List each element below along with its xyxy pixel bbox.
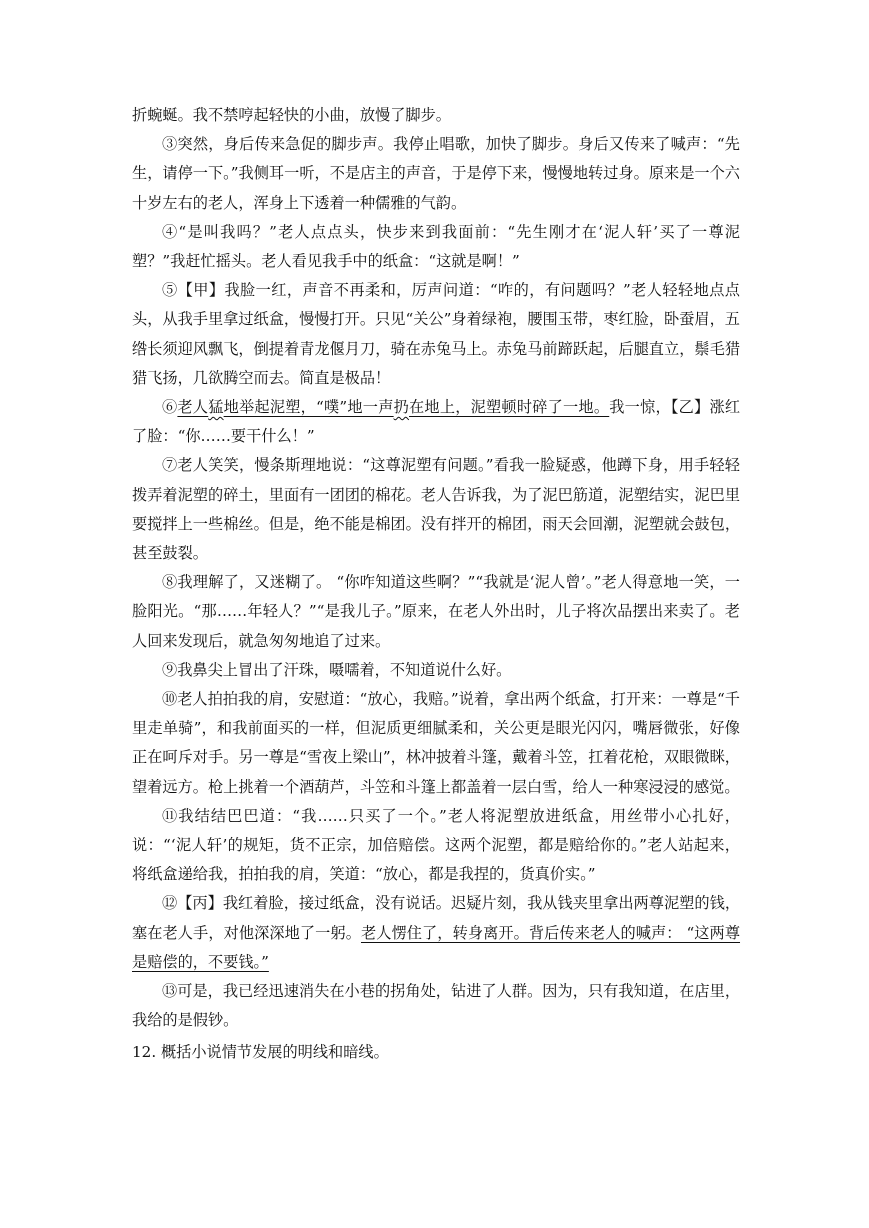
- wavy-underlined-throw: 扔: [393, 398, 410, 417]
- paragraph-7: ⑦老人笑笑，慢条斯理地说：“这尊泥塑有问题。”看我一脸疑惑，他蹲下身，用手轻轻拨弄着泥塑的碎土，里面有一团团的棉花。老人告诉我，为了泥巴筋道，泥塑结实，泥巴里要搅拌上一些棉丝。但是，绝不能是棉团。没有拌开的棉团，雨天会回潮，泥塑就会鼓包，甚至鼓裂。: [132, 456, 740, 563]
- wavy-underlined-word: 猛: [208, 398, 224, 417]
- story-text: [132, 101, 740, 1067]
- paragraph-12: [132, 889, 740, 977]
- underlined-old-man: 老人: [177, 398, 209, 417]
- paragraph-8: ⑧我理解了，又迷糊了。 “你咋知道这些啊？”“我就是‘泥人曾’。”老人得意地一笑，一脸阳光。“那……年轻人？”“是我儿子。”原来，在老人外出时，儿子将次品摆出来卖了。老人回来发现后，就急匆匆地追了过来。: [132, 573, 740, 650]
- paragraph-12-text: ⑫【丙】我红着脸，接过纸盒，没有说话。迟疑片刻，我从钱夹里拿出两尊泥塑的钱，塞在老人手，对他深深地了一躬。: [132, 894, 740, 942]
- paragraph-3: ③突然，身后传来急促的脚步声。我停止唱歌，加快了脚步。身后又传来了喊声：“先生，请停一下。”我侧耳一听，不是店主的声音，于是停下来，慢慢地转过身。原来是一个六十岁左右的老人，浑身上下透着一种儒雅的气韵。: [132, 135, 740, 212]
- paragraph-6-rest: 我一惊，【乙】涨红了脸：“你……要干什么！”: [132, 398, 741, 446]
- paragraph-continuation: 折蜿蜒。我不禁哼起轻快的小曲，放慢了脚步。: [132, 106, 451, 124]
- paragraph-4: ④“是叫我吗？”老人点点头，快步来到我面前：“先生刚才在‘泥人轩’买了一尊泥塑？”我赶忙摇头。老人看见我手中的纸盒：“这就是啊！”: [132, 222, 740, 271]
- paragraph-11: ⑪我结结巴巴道：“我……只买了一个。”老人将泥塑放进纸盒，用丝带小心扎好，说：“‘泥人轩’的规矩，货不正宗，加倍赔偿。这两个泥塑，都是赔给你的。”老人站起来，将纸盒递给我，拍拍我的肩，笑道：“放心，都是我捏的，货真价实。”: [132, 806, 740, 884]
- paragraph-6-number: ⑥: [162, 398, 178, 417]
- paragraph-5: ⑤【甲】我脸一红，声音不再柔和，厉声问道：“咋的，有问题吗？”老人轻轻地点点头，从我手里拿过纸盒，慢慢打开。只见“关公”身着绿袍，腰围玉带，枣红脸，卧蚕眉，五绺长须迎风飘飞，倒提着青龙偃月刀，骑在赤兔马上。赤兔马前蹄跃起，后腿直立，鬃毛猎猎飞扬，几欲腾空而去。简直是极品！: [132, 281, 740, 387]
- underlined-lift-phrase: 举起泥塑，“噗”地一声: [239, 398, 394, 417]
- paragraph-9: ⑨我鼻尖上冒出了汗珠，嗫嚅着，不知道说什么好。: [162, 660, 512, 679]
- underlined-di: 地: [223, 398, 240, 417]
- paragraph-6: [132, 393, 740, 451]
- paragraph-13: ⑬可是，我已经迅速消失在小巷的拐角处，钻进了人群。因为，只有我知道，在店里，我给的是假钞。: [132, 982, 740, 1030]
- underlined-ending-sentence: 老人愣住了，转身离开。背后传来老人的喊声： “这两尊是赔偿的，不要钱。”: [132, 923, 741, 971]
- question-12: 12. 概括小说情节发展的明线和暗线。: [132, 1042, 389, 1061]
- paragraph-10: ⑩老人拍拍我的肩，安慰道：“放心，我赔。”说着，拿出两个纸盒，打开来：一尊是“千里走单骑”，和我前面买的一样，但泥质更细腻柔和，关公更是眼光闪闪，嘴唇微张，好像正在呵斥对手。另一尊是“雪夜上梁山”，林冲披着斗篷，戴着斗笠，扛着花枪，双眼微眯，望着远方。枪上挑着一个酒葫芦，斗笠和斗篷上都盖着一层白雪，给人一种寒浸浸的感觉。: [132, 690, 740, 796]
- underlined-shatter-phrase: 在地上，泥塑顿时碎了一地。: [409, 398, 610, 417]
